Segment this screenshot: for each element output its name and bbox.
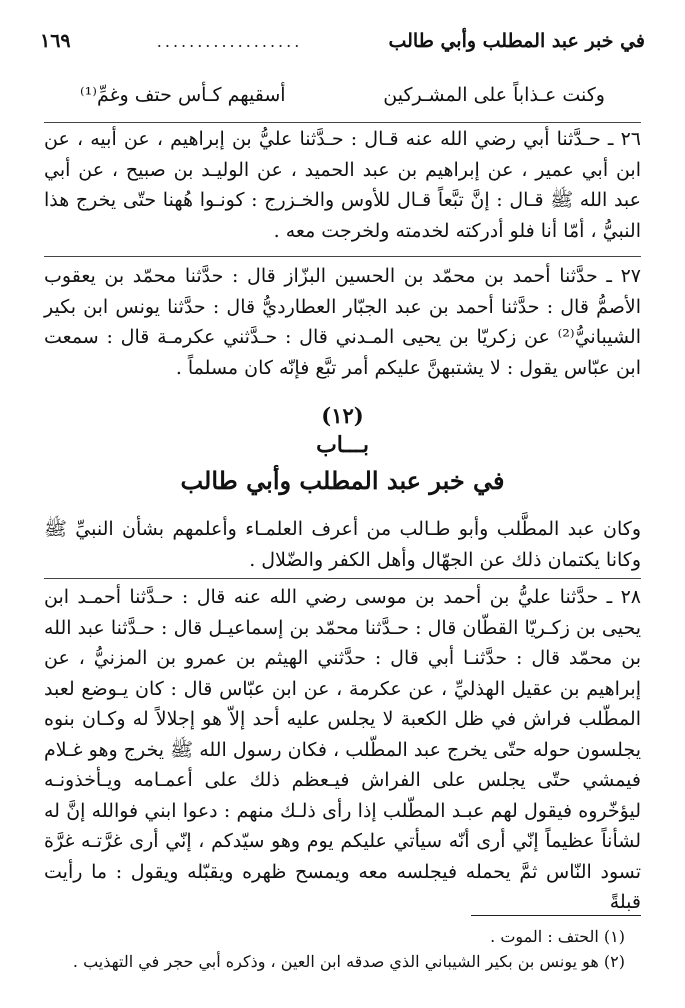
verse-hemistich-second: أسقيهم كـأس حتف وغمِّ⁽¹⁾ xyxy=(80,84,286,106)
leader-dots: .................. xyxy=(156,32,303,51)
section-divider xyxy=(44,256,641,257)
chapter-title: في خبر عبد المطلب وأبي طالب xyxy=(180,466,505,495)
footnotes xyxy=(44,924,625,974)
footnote-2: (٢) هو يونس بن بكير الشيباني الذي صدقه ابن العين ، وذكره أبي حجر في التهذيب . xyxy=(72,952,625,971)
section-divider xyxy=(44,122,641,123)
intro-paragraph: وكان عبد المطَّلب وأبو طـالب من أعرف العلمـاء وأعلمهم بشأن النبيِّ ﷺ وكانا يكتمان ذلك عن الجهّال وأهل الكفر والضّلال . xyxy=(44,518,641,571)
hadith-27: ٢٧ ـ حدَّثنا أحمد بن محمّد بن الحسين البزّاز قال : حدَّثنا محمّد بن يعقوب الأصمُّ قال : حدَّثنا أحمد بن عبد الجبّار العطارديُّ قال : حدَّثنا يونس ابن بكير الشيبانيُّ⁽²⁾ عن زكريّا بن يحيى المـدني قال : حـدَّثني عكرمـة قال : سمعت ابن عبّاس يقول : لا يشتبهنَّ عليكم أمر تبَّع فإنّه كان مسلماً . xyxy=(44,265,641,379)
footnote-1: (١) الحتف : الموت . xyxy=(490,927,625,946)
section-divider xyxy=(44,578,641,579)
hadith-26: ٢٦ ـ حـدَّثنا أبي رضي الله عنه قـال : حـدَّثنا عليُّ بن إبراهيم ، عن أبيه ، عن ابن أبي عمير ، عن إبراهيم بن عبد الحميد ، عن الوليـد بن صبيح ، عن أبي عبد الله ﷺ قـال : إنَّ تبَّعاً قـال للأوس والخـزرج : كونـوا هُهنا حتّى يخرج هذا النبيُّ ، أمّا أنا فلو أدركته لخدمته ولخرجت معه . xyxy=(44,128,641,242)
poem-verse xyxy=(80,84,605,114)
page-number: ١٦٩ xyxy=(40,30,71,52)
verse-hemistich-first: وكنت عـذاباً على المشـركين xyxy=(383,84,605,106)
chapter-number: (١٢) xyxy=(321,403,364,428)
running-header xyxy=(40,30,645,60)
footnote-rule xyxy=(471,915,641,916)
running-head-title: في خبر عبد المطلب وأبي طالب xyxy=(388,30,645,52)
hadith-28: ٢٨ ـ حدَّثنا عليُّ بن أحمد بن موسى رضي الله عنه قال : حـدَّثنا أحمـد ابن يحيى بن زكـريّا القطّان قال : حـدَّثنا محمّد بن إسماعيـل قال : حـدَّثنا عبد الله بن محمّد قال : حدَّثنـا أبي قال : حدَّثني الهيثم بن عمرو بن المزنيُّ ، عن إبراهيم بن عقيل الهذليِّ ، عن عكرمة ، عن ابن عبّاس قال : كان يـوضع لعبد المطّلب فراش في ظل الكعبة لا يجلس عليه أحد إلاّ هو إجلالاً له وكـان بنوه يجلسون حوله حتّى يخرج عبد المطّلب ، فكان رسول الله ﷺ يخرج وهو غـلام فيمشي حتّى يجلس على الفراش فيـعظم ذلك على أعمـامه ويـأخذونـه ليؤخّروه فيقول لهم عبـد المطّلب إذا رأى ذلـك منهم : دعوا ابني فوالله إنَّ له لشأناً عظيماً إنّي أرى أنّه سيأتي عليكم يوم وهو سيّدكم ، إنّي أرى غرَّتـه غرَّة تسود النّاس ثمَّ يحمله فيجلسه معه ويمسح ظهره ويقبّله ويقول : ما رأيت قبلةً xyxy=(44,586,641,913)
chapter-label: بـــاب xyxy=(316,432,369,458)
